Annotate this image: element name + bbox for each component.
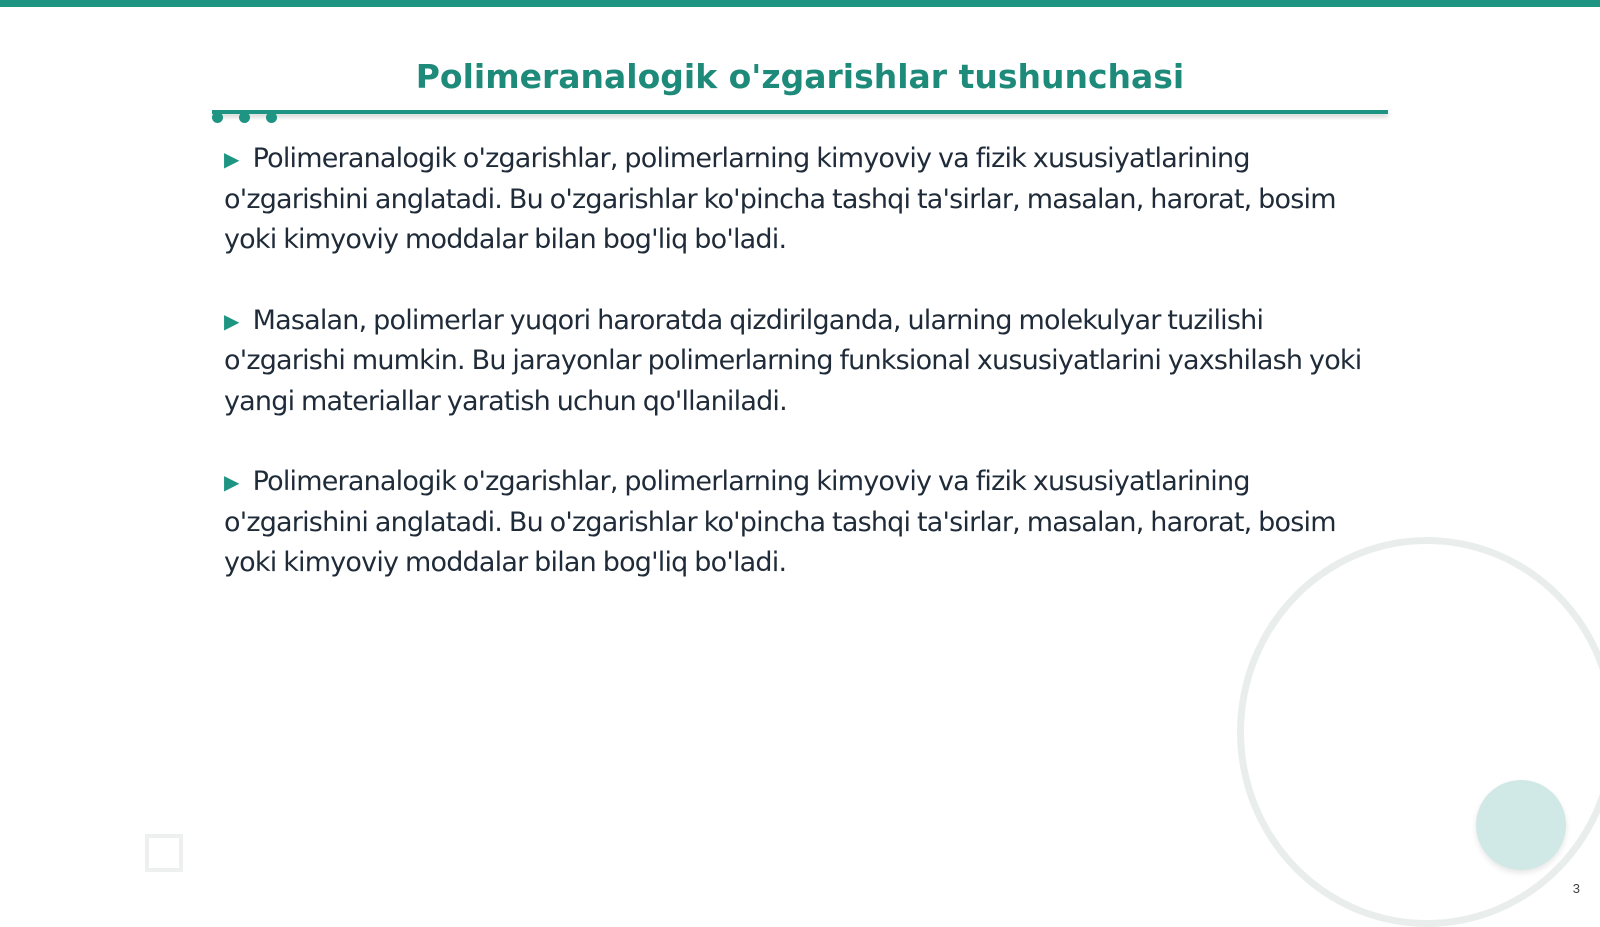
bullet-list	[224, 139, 1384, 624]
decorative-dot	[212, 112, 223, 123]
bullet-item	[224, 139, 1384, 261]
page-number: 3	[1572, 881, 1580, 896]
decorative-dot	[266, 112, 277, 123]
slide-title: Polimeranalogik o'zgarishlar tushunchasi	[415, 57, 1185, 96]
bullet-text: Masalan, polimerlar yuqori haroratda qizdirilganda, ularning molekulyar tuzilishi o'zgarishi mumkin. Bu jarayonlar polimerlarning funksional xususiyatlarini yaxshilash yoki yangi materiallar yaratish uchun qo'llaniladi.	[224, 304, 1362, 417]
top-accent-bar	[0, 0, 1600, 7]
bullet-item	[224, 301, 1384, 423]
triangle-bullet-icon: ▶	[224, 147, 239, 171]
decorative-square	[145, 834, 183, 872]
decorative-dot	[239, 112, 250, 123]
bullet-item	[224, 462, 1384, 584]
title-underline	[212, 110, 1388, 114]
decorative-circle	[1476, 780, 1566, 870]
bullet-text: Polimeranalogik o'zgarishlar, polimerlarning kimyoviy va fizik xususiyatlarining o'zgarishini anglatadi. Bu o'zgarishlar ko'pincha tashqi ta'sirlar, masalan, harorat, bosim yoki kimyoviy moddalar bilan bog'liq bo'ladi.	[224, 466, 1336, 578]
bullet-text: Polimeranalogik o'zgarishlar, polimerlarning kimyoviy va fizik xususiyatlarining o'zgarishini anglatadi. Bu o'zgarishlar ko'pincha tashqi ta'sirlar, masalan, harorat, bosim yoki kimyoviy moddalar bilan bog'liq bo'ladi.	[224, 143, 1336, 255]
triangle-bullet-icon: ▶	[224, 308, 239, 333]
triangle-bullet-icon: ▶	[224, 470, 239, 494]
